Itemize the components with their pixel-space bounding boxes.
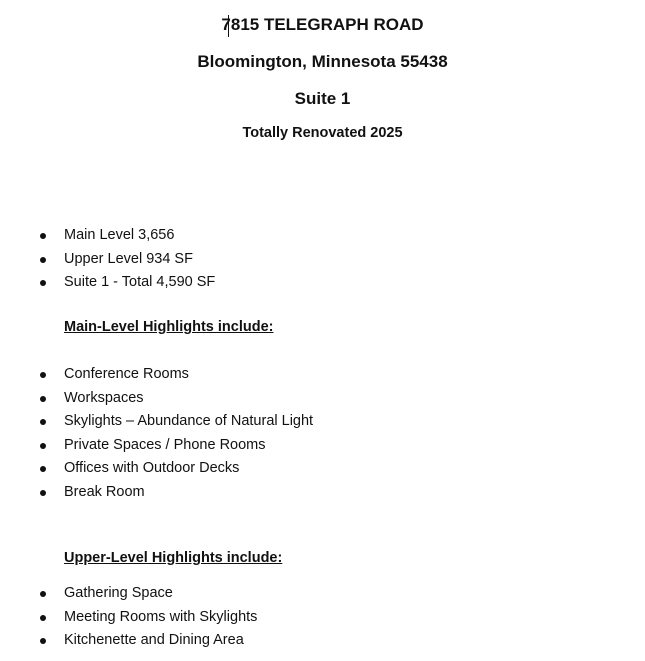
bullet-icon (40, 591, 46, 597)
list-item (0, 387, 645, 411)
bullet-icon (40, 257, 46, 263)
list-item-text: Main Level 3,656 (64, 227, 175, 243)
bullet-icon (40, 419, 46, 425)
list-item-text: Private Spaces / Phone Rooms (64, 436, 266, 453)
bullet-icon (40, 233, 46, 239)
list-item-text: Skylights – Abundance of Natural Light (64, 413, 314, 430)
list-item (0, 363, 645, 387)
list-item-text: Kitchenette and Dining Area (64, 632, 244, 649)
bullet-icon (40, 372, 46, 378)
list-item-text: Break Room (64, 483, 145, 500)
upper-level-heading: Upper-Level Highlights include: (64, 550, 283, 566)
list-item (0, 629, 645, 653)
list-item (0, 481, 645, 505)
list-item (0, 248, 645, 272)
bullet-icon (40, 396, 46, 402)
bullet-icon (40, 615, 46, 621)
list-item-text: Suite 1 - Total 4,590 SF (64, 274, 216, 291)
main-level-heading: Main-Level Highlights include: (64, 319, 274, 335)
list-item (0, 457, 645, 481)
list-item (0, 271, 645, 295)
bullet-icon (40, 280, 46, 286)
bullet-icon (40, 443, 46, 449)
main-level-list (0, 363, 645, 505)
list-item-text: Meeting Rooms with Skylights (64, 608, 258, 625)
upper-level-list (0, 582, 645, 653)
city-state-zip: Bloomington, Minnesota 55438 (197, 52, 448, 71)
list-item (0, 606, 645, 630)
list-item-text: Conference Rooms (64, 366, 189, 382)
list-item (0, 224, 645, 248)
list-item-text: Gathering Space (64, 585, 173, 601)
list-item-text: Workspaces (64, 389, 144, 406)
list-item-text: Offices with Outdoor Decks (64, 460, 240, 477)
suite-label: Suite 1 (294, 89, 351, 108)
bullet-icon (40, 490, 46, 496)
list-item (0, 410, 645, 434)
summary-list (0, 224, 645, 295)
bullet-icon (40, 638, 46, 644)
bullet-icon (40, 466, 46, 472)
list-item (0, 582, 645, 606)
list-item (0, 434, 645, 458)
address-title: 7815 TELEGRAPH ROAD (221, 15, 424, 34)
list-item-text: Upper Level 934 SF (64, 250, 193, 267)
renovation-note: Totally Renovated 2025 (242, 125, 403, 141)
